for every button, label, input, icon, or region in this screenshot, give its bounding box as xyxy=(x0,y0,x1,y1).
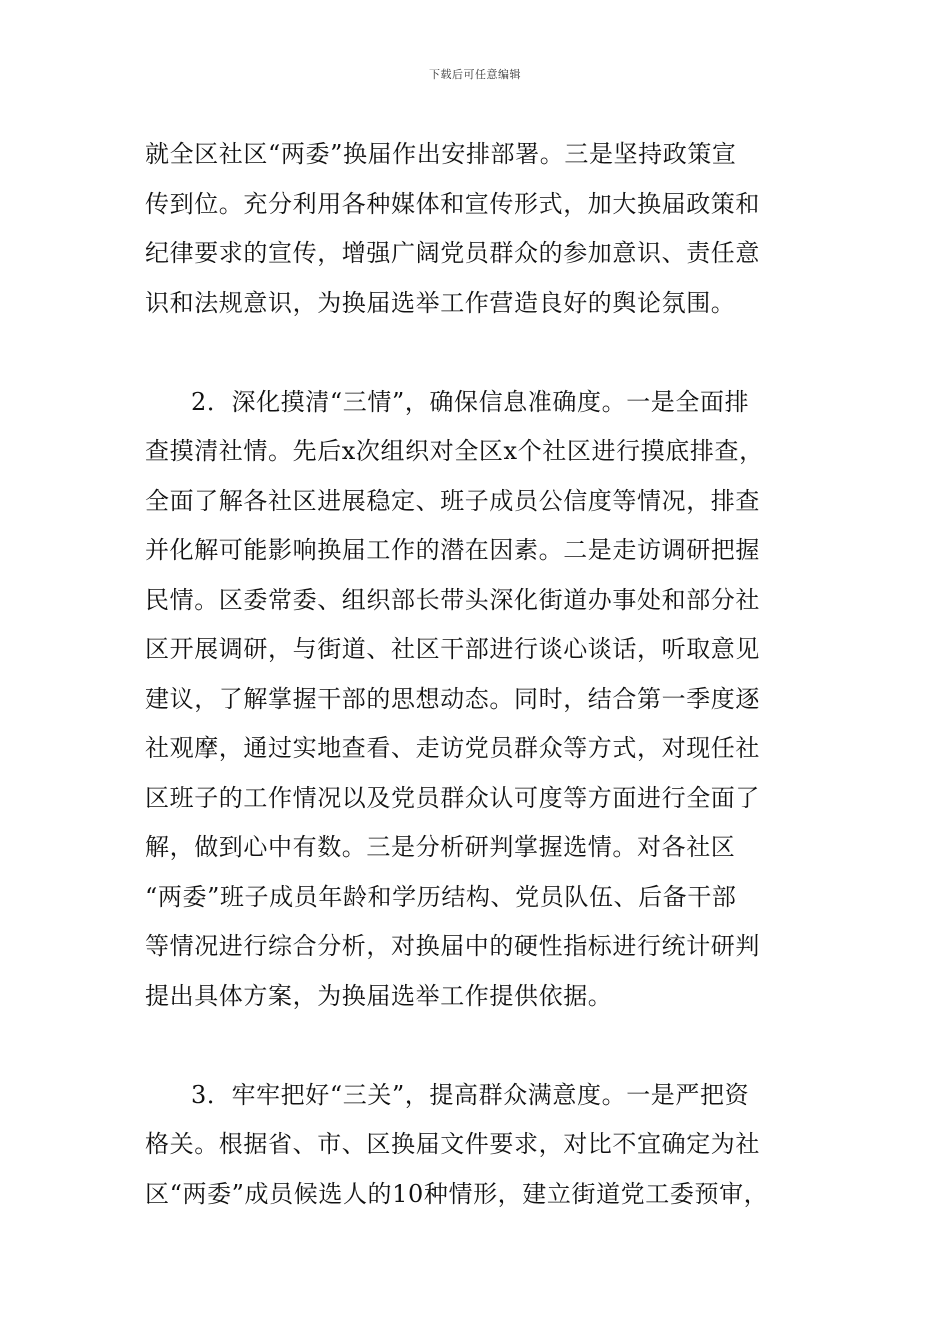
text-line: 区“两委”成员候选人的10种情形，建立街道党工委预审， xyxy=(145,1179,769,1208)
paragraph-1 xyxy=(145,130,815,328)
text-line: 传到位。充分利用各种媒体和宣传形式，加大换届政策和 xyxy=(145,189,760,218)
text-line: “两委”班子成员年龄和学历结构、党员队伍、后备干部 xyxy=(145,882,737,911)
text-line: 全面了解各社区进展稳定、班子成员公信度等情况，排查 xyxy=(145,486,760,515)
text-line: 识和法规意识，为换届选举工作营造良好的舆论氛围。 xyxy=(145,288,736,317)
text-line: 格关。根据省、市、区换届文件要求，对比不宜确定为社 xyxy=(145,1130,760,1158)
paragraph-3 xyxy=(145,1071,815,1220)
text-line: 社观摩，通过实地查看、走访党员群众等方式，对现任社 xyxy=(145,734,760,762)
text-line: 民情。区委常委、组织部长带头深化街道办事处和部分社 xyxy=(145,585,760,614)
text-line: 2．深化摸清“三情”，确保信息准确度。一是全面排 xyxy=(191,387,750,416)
paragraph-2 xyxy=(145,378,815,1022)
text-line: 就全区社区“两委”换届作出安排部署。三是坚持政策宣 xyxy=(145,140,737,168)
paragraph-spacer xyxy=(145,1021,815,1071)
text-line: 并化解可能影响换届工作的潜在因素。二是走访调研把握 xyxy=(145,536,760,564)
text-line: 纪律要求的宣传，增强广阔党员群众的参加意识、责任意 xyxy=(145,239,760,267)
document-body xyxy=(145,130,815,1219)
text-line: 区班子的工作情况以及党员群众认可度等方面进行全面了 xyxy=(145,783,760,812)
paragraph-spacer xyxy=(145,328,815,378)
text-line: 建议，了解掌握干部的思想动态。同时，结合第一季度逐 xyxy=(145,684,760,713)
text-line: 提出具体方案，为换届选举工作提供依据。 xyxy=(145,981,613,1010)
text-line: 查摸清社情。先后x次组织对全区x个社区进行摸底排查， xyxy=(145,437,764,465)
text-line: 区开展调研，与街道、社区干部进行谈心谈话，听取意见 xyxy=(145,635,760,663)
text-line: 等情况进行综合分析，对换届中的硬性指标进行统计研判 xyxy=(145,932,760,960)
text-line: 解，做到心中有数。三是分析研判掌握选情。对各社区 xyxy=(145,833,736,861)
page-header: 下载后可任意编辑 xyxy=(429,68,521,81)
text-line: 3．牢牢把好“三关”，提高群众满意度。一是严把资 xyxy=(191,1080,750,1109)
